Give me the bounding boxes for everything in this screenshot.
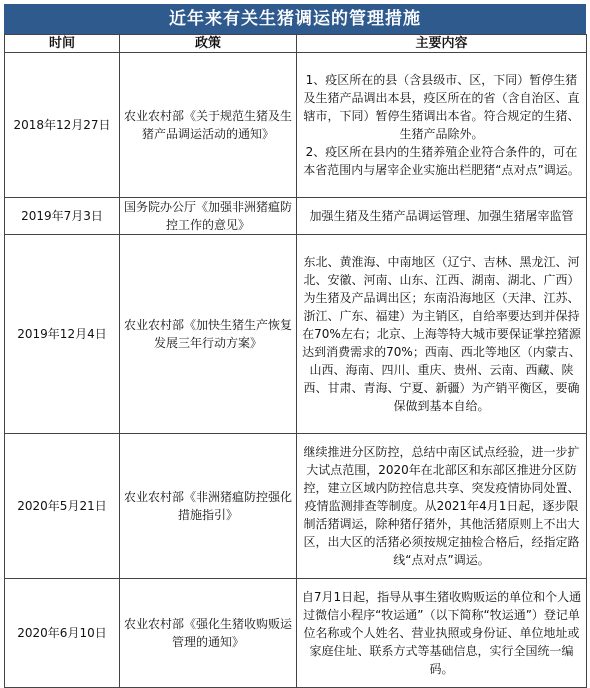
- table-row: [5, 53, 587, 198]
- header-row: [5, 35, 587, 53]
- row-date: 2019年7月3日: [5, 198, 120, 235]
- row-date: 2020年5月21日: [5, 434, 120, 579]
- row-content: [297, 53, 587, 198]
- content-paragraph: 1、疫区所在的县（含县级市、区，下同）暂停生猪及生猪产品调出本县，疫区所在的省（含自治区、直辖市，下同）暂停生猪调出本省。符合规定的生猪、生猪产品除外。: [303, 73, 580, 141]
- content-paragraph: 2、疫区所在县内的生猪养殖企业符合条件的，可在本省范围内与屠宰企业实施出栏肥猪“点对点”调运。: [303, 145, 580, 177]
- row-policy: 农业农村部《关于规范生猪及生猪产品调运活动的通知》: [120, 53, 297, 198]
- table-row: [5, 579, 587, 688]
- row-policy: 农业农村部《加快生猪生产恢复发展三年行动方案》: [120, 235, 297, 434]
- content-paragraph: 自7月1日起，指导从事生猪收购贩运的单位和个人通过微信小程序“牧运通”（以下简称“牧运通”）登记单位名称或个人姓名、营业执照或身份证、单位地址或家庭住址、联系方式等基础信息，实行全国统一编码。: [301, 590, 582, 676]
- table-row: [5, 198, 587, 235]
- content-paragraph: 加强生猪及生猪产品调运管理、加强生猪屠宰监管: [309, 209, 574, 223]
- content-paragraph: 东北、黄淮海、中南地区（辽宁、吉林、黑龙江、河北、安徽、河南、山东、江西、湖南、湖北、广西）为生猪及产品调出区；东南沿海地区（天津、江苏、浙江、广东、福建）为主销区，自给率要达到并保持在70%左右；北京、上海等特大城市要保证掌控猪源达到消费需求的70%；西南、西北等地区（内蒙古、山西、海南、四川、重庆、贵州、云南、西藏、陕西、甘肃、青海、宁夏、新疆）为产销平衡区，要确保做到基本自给。: [302, 255, 581, 413]
- policy-table: [4, 34, 587, 688]
- row-date: 2019年12月4日: [5, 235, 120, 434]
- row-policy: 农业农村部《非洲猪瘟防控强化措施指引》: [120, 434, 297, 579]
- row-date: 2020年6月10日: [5, 579, 120, 688]
- row-policy: 农业农村部《强化生猪收购贩运管理的通知》: [120, 579, 297, 688]
- policy-table-figure: [4, 4, 586, 684]
- table-row: [5, 235, 587, 434]
- header-policy: 政策: [120, 35, 297, 53]
- table-row: [5, 434, 587, 579]
- row-content: [297, 235, 587, 434]
- content-paragraph: 继续推进分区防控，总结中南区试点经验，进一步扩大试点范围，2020年在北部区和东部区推进分区防控，建立区域内防控信息共享、突发疫情协同处置、疫情监测排查等制度。从2021年4月1日起，逐步限制活猪调运，除种猪仔猪外，其他活猪原则上不出大区，出大区的活猪必须按规定抽检合格后，经指定路线“点对点”调运。: [303, 445, 580, 567]
- row-date: 2018年12月27日: [5, 53, 120, 198]
- row-content: [297, 198, 587, 235]
- table-title: 近年来有关生猪调运的管理措施: [4, 4, 586, 34]
- row-content: [297, 434, 587, 579]
- header-content: 主要内容: [297, 35, 587, 53]
- header-time: 时间: [5, 35, 120, 53]
- row-content: [297, 579, 587, 688]
- row-policy: 国务院办公厅《加强非洲猪瘟防控工作的意见》: [120, 198, 297, 235]
